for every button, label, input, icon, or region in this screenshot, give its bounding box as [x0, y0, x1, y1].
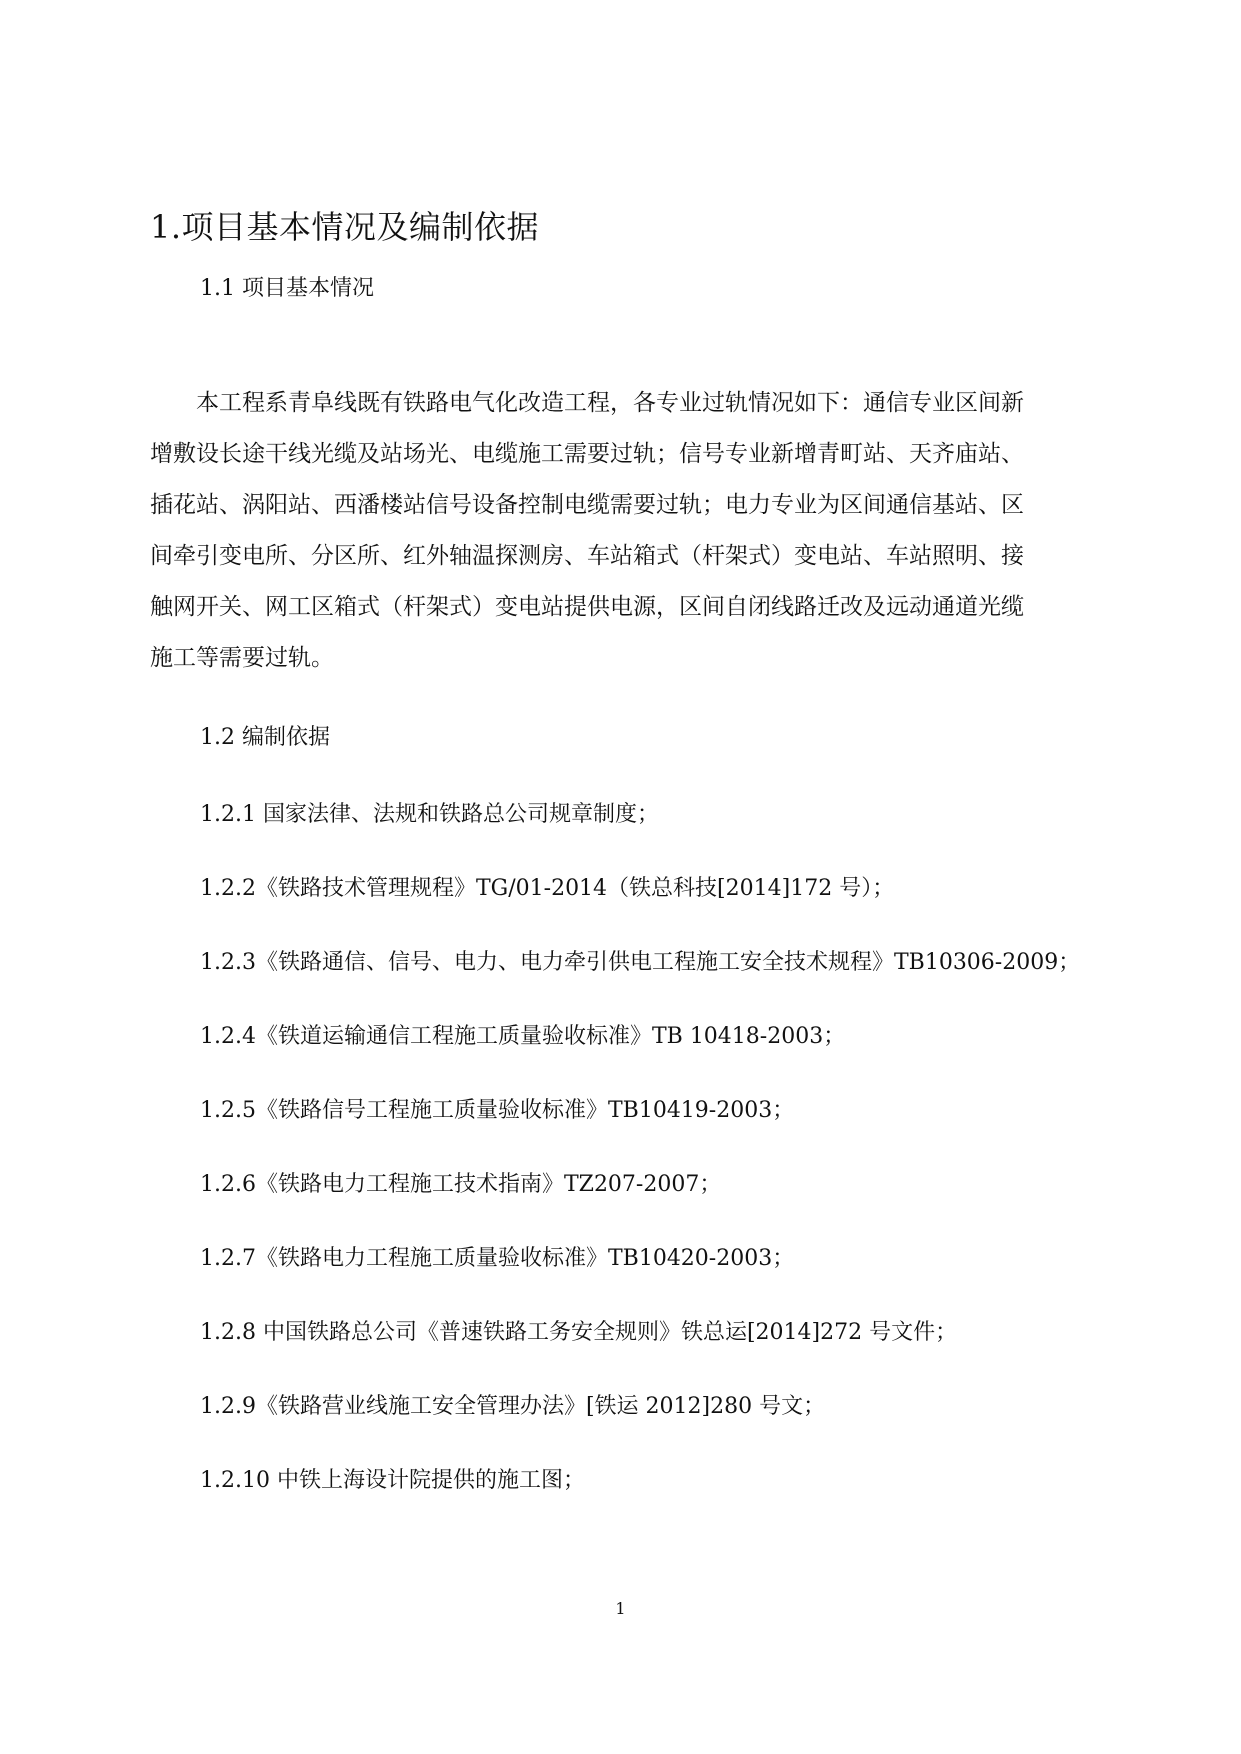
- paragraph-line: 增敷设长途干线光缆及站场光、电缆施工需要过轨；信号专业新增青町站、天齐庙站、: [150, 441, 1024, 467]
- reference-item: 1.2.5《铁路信号工程施工质量验收标准》TB10419-2003；: [200, 1098, 795, 1123]
- reference-item: 1.2.6《铁路电力工程施工技术指南》TZ207-2007；: [200, 1172, 722, 1197]
- reference-item: 1.2.3《铁路通信、信号、电力、电力牵引供电工程施工安全技术规程》TB10306-2009；: [200, 950, 1081, 975]
- reference-item: 1.2.1 国家法律、法规和铁路总公司规章制度；: [200, 802, 659, 827]
- reference-item: 1.2.9《铁路营业线施工安全管理办法》[铁运 2012]280 号文；: [200, 1394, 826, 1419]
- page-number: 1: [615, 1599, 626, 1618]
- reference-item: 1.2.7《铁路电力工程施工质量验收标准》TB10420-2003；: [200, 1246, 795, 1271]
- section-1-1-paragraph: [150, 378, 1095, 684]
- reference-item: 1.2.8 中国铁路总公司《普速铁路工务安全规则》铁总运[2014]272 号文件；: [200, 1320, 958, 1345]
- paragraph-line: 施工等需要过轨。: [150, 645, 334, 671]
- chapter-heading: 1.项目基本情况及编制依据: [150, 208, 540, 246]
- paragraph-line: 插花站、涡阳站、西潘楼站信号设备控制电缆需要过轨；电力专业为区间通信基站、区: [150, 492, 1024, 518]
- reference-item: 1.2.10 中铁上海设计院提供的施工图；: [200, 1468, 585, 1493]
- reference-item: 1.2.2《铁路技术管理规程》TG/01-2014（铁总科技[2014]172 号）；: [200, 876, 895, 901]
- reference-item: 1.2.4《铁道运输通信工程施工质量验收标准》TB 10418-2003；: [200, 1024, 846, 1049]
- paragraph-line: 间牵引变电所、分区所、红外轴温探测房、车站箱式（杆架式）变电站、车站照明、接: [150, 543, 1024, 569]
- paragraph-line: 本工程系青阜线既有铁路电气化改造工程，各专业过轨情况如下：通信专业区间新: [196, 390, 1024, 416]
- reference-list: [200, 800, 1080, 1540]
- section-1-2-title: 1.2 编制依据: [200, 725, 330, 750]
- paragraph-line: 触网开关、网工区箱式（杆架式）变电站提供电源，区间自闭线路迁改及远动通道光缆: [150, 594, 1024, 620]
- section-1-1-title: 1.1 项目基本情况: [200, 276, 374, 301]
